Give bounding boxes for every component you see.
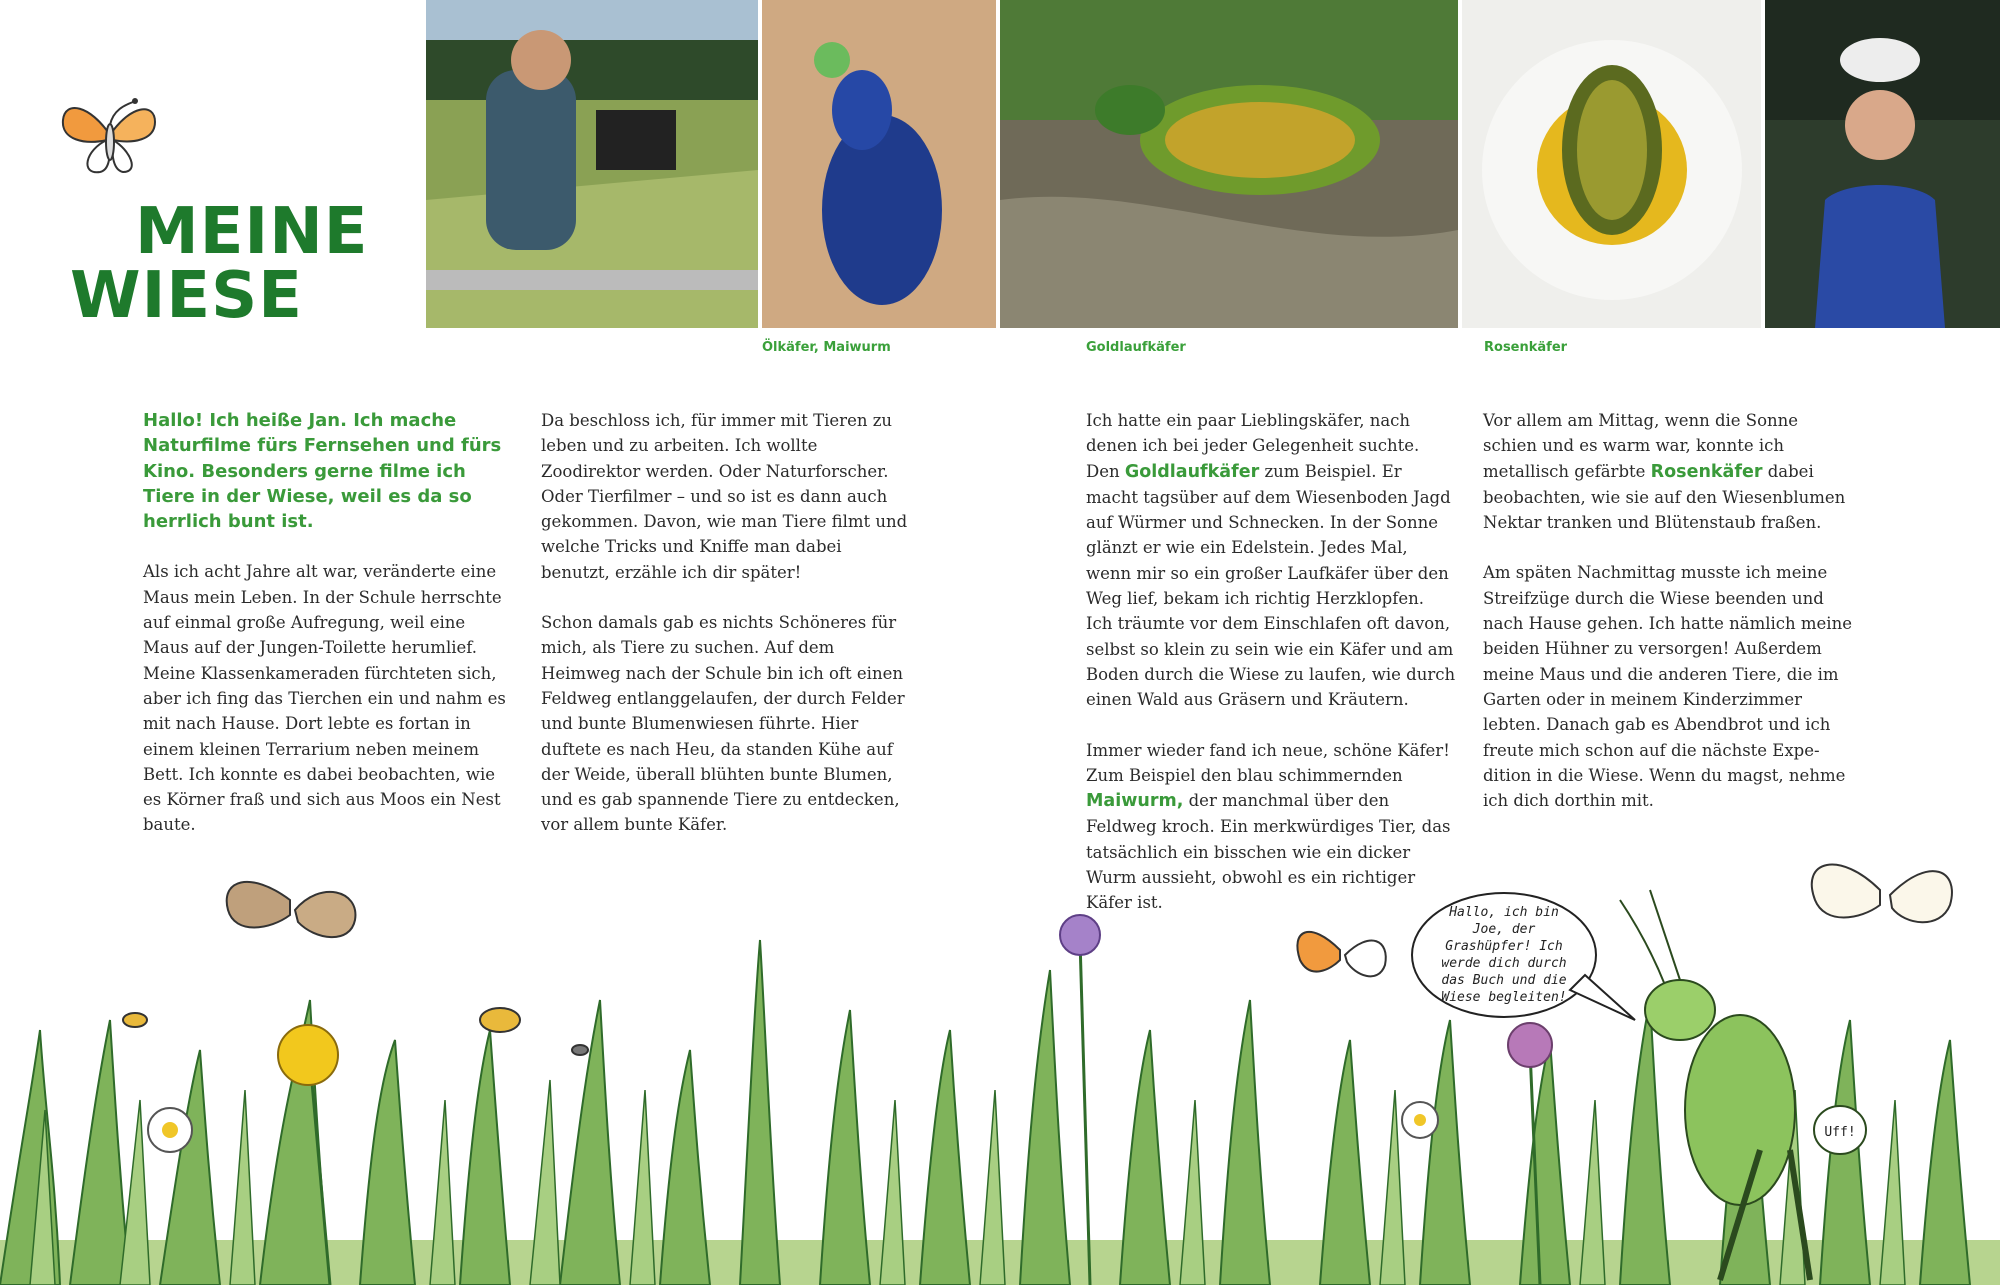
text-column-1 [143,408,513,863]
paragraph: Ich hatte ein paar Lieblingskäfer, nach denen ich bei jeder Gelegenheit suchte. Den Goldlaufkäfer zum Beispiel. Er macht tagsüber auf dem Wiesenboden Jagd auf Würmer und Schnecken. In der Sonne glänzt er wie ein Edelstein. Jedes Mal, wenn mir so ein großer Laufkäfer über den Weg lief, bekam ich richtig Herzklopfen. Ich träumte vor dem Einschlafen oft davon, selbst so klein zu sein wie ein Käfer und am Boden durch die Wiese zu laufen, wie durch einen Wald aus Gräsern und Kräutern. [1086,411,1456,710]
paragraph: Schon damals gab es nichts Schöneres für mich, als Tiere zu suchen. Auf dem Heimweg nach der Schule bin ich oft einen Feldweg entlanggelaufen, der durch Felder und bunte Blumenwiesen führte. Hier duftete es nach Heu, da standen Kühe auf der Weide, überall blühten bunte Blumen, und es gab spannende Tiere zu entdecken, vor allem bunte Käfer. [541,613,905,835]
paragraph: Am späten Nachmittag musste ich meine Streifzüge durch die Wiese beenden und nach Hause gehen. Ich hatte nämlich meine beiden Hühner zu versorgen! Außerdem meine Maus und die anderen Tiere, die im Garten oder in meinem Kinderzimmer lebten. Danach gab es Abendbrot und ich freute mich schon auf die nächste Expedition in die Wiese. Wenn du magst, nehme ich dich dorthin mit. [1483,563,1852,811]
caption-rose-chafer: Rosenkäfer [1484,340,1568,355]
photo-rose-chafer [1462,0,1761,328]
speech-bubble-text: Hallo, ich bin Joe, der Grashüpfer! Ich werde dich durch das Buch und die Wiese begleiten! [1441,905,1567,1005]
grasshopper-exclaim: Uff! [1824,1125,1856,1140]
caption-ground-beetle: Goldlaufkäfer [1086,340,1186,355]
intro-paragraph: Hallo! Ich heiße Jan. Ich mache Naturfilme fürs Fernsehen und fürs Kino. Besonders gerne filme ich Tiere in der Wiese, weil es da so herrlich bunt ist. [143,410,502,533]
photo-oil-beetle [762,0,996,328]
photo-boy-with-hen [1765,0,2000,328]
title-line-1: MEINE [135,195,369,269]
caption-oil-beetle: Ölkäfer, Maiwurm [762,340,891,355]
photo-jan-filming [426,0,758,328]
paragraph: Da beschloss ich, für immer mit Tieren zu leben und zu arbeiten. Ich wollte Zoodirektor werden. Oder Naturforscher. Oder Tierfilmer – und so ist es dann auch gekommen. Davon, wie man Tiere filmt und welche Tricks und Kniffe man dabei benutzt, erzähle ich dir später! [541,411,908,582]
text-column-2 [541,408,911,863]
butterfly-illustration [55,80,165,190]
text-column-4 [1483,408,1853,838]
paragraph: Vor allem am Mittag, wenn die Sonne schien und es warm war, konnte ich metallisch gefärbte Rosenkäfer dabei beobachten, wie sie auf den Wiesenblumen Nektar tranken und Blütenstaub fraßen. [1483,411,1846,533]
meadow-illustration [0,850,2000,1285]
highlight-goldlaufkaefer: Goldlaufkäfer [1124,461,1260,482]
highlight-rosenkaefer: Rosenkäfer [1650,461,1763,482]
highlight-maiwurm: Maiwurm, [1086,791,1184,812]
page-title [70,195,369,333]
title-line-2: WIESE [70,259,303,333]
photo-ground-beetle [1000,0,1458,328]
paragraph: Immer wieder fand ich neue, schöne Käfer! Zum Beispiel den blau schimmernden Maiwurm, der manchmal über den Feldweg kroch. Ein merkwürdiges Tier, das tatsächlich ein bisschen wie ein dicker Wurm aussieht, obwohl es ein richtiger Käfer ist. [1086,740,1451,913]
paragraph: Als ich acht Jahre alt war, veränderte eine Maus mein Leben. In der Schule herrschte auf einmal große Aufregung, weil eine Maus auf der Jungen-Toilette herumlief. Meine Klassenkameraden fürchteten sich, aber ich fing das Tierchen ein und nahm es mit nach Hause. Dort lebte es fortan in einem kleinen Terrarium neben meinem Bett. Ich konnte es dabei beobachten, wie es Körner fraß und sich aus Moos ein Nest baute. [143,562,506,835]
